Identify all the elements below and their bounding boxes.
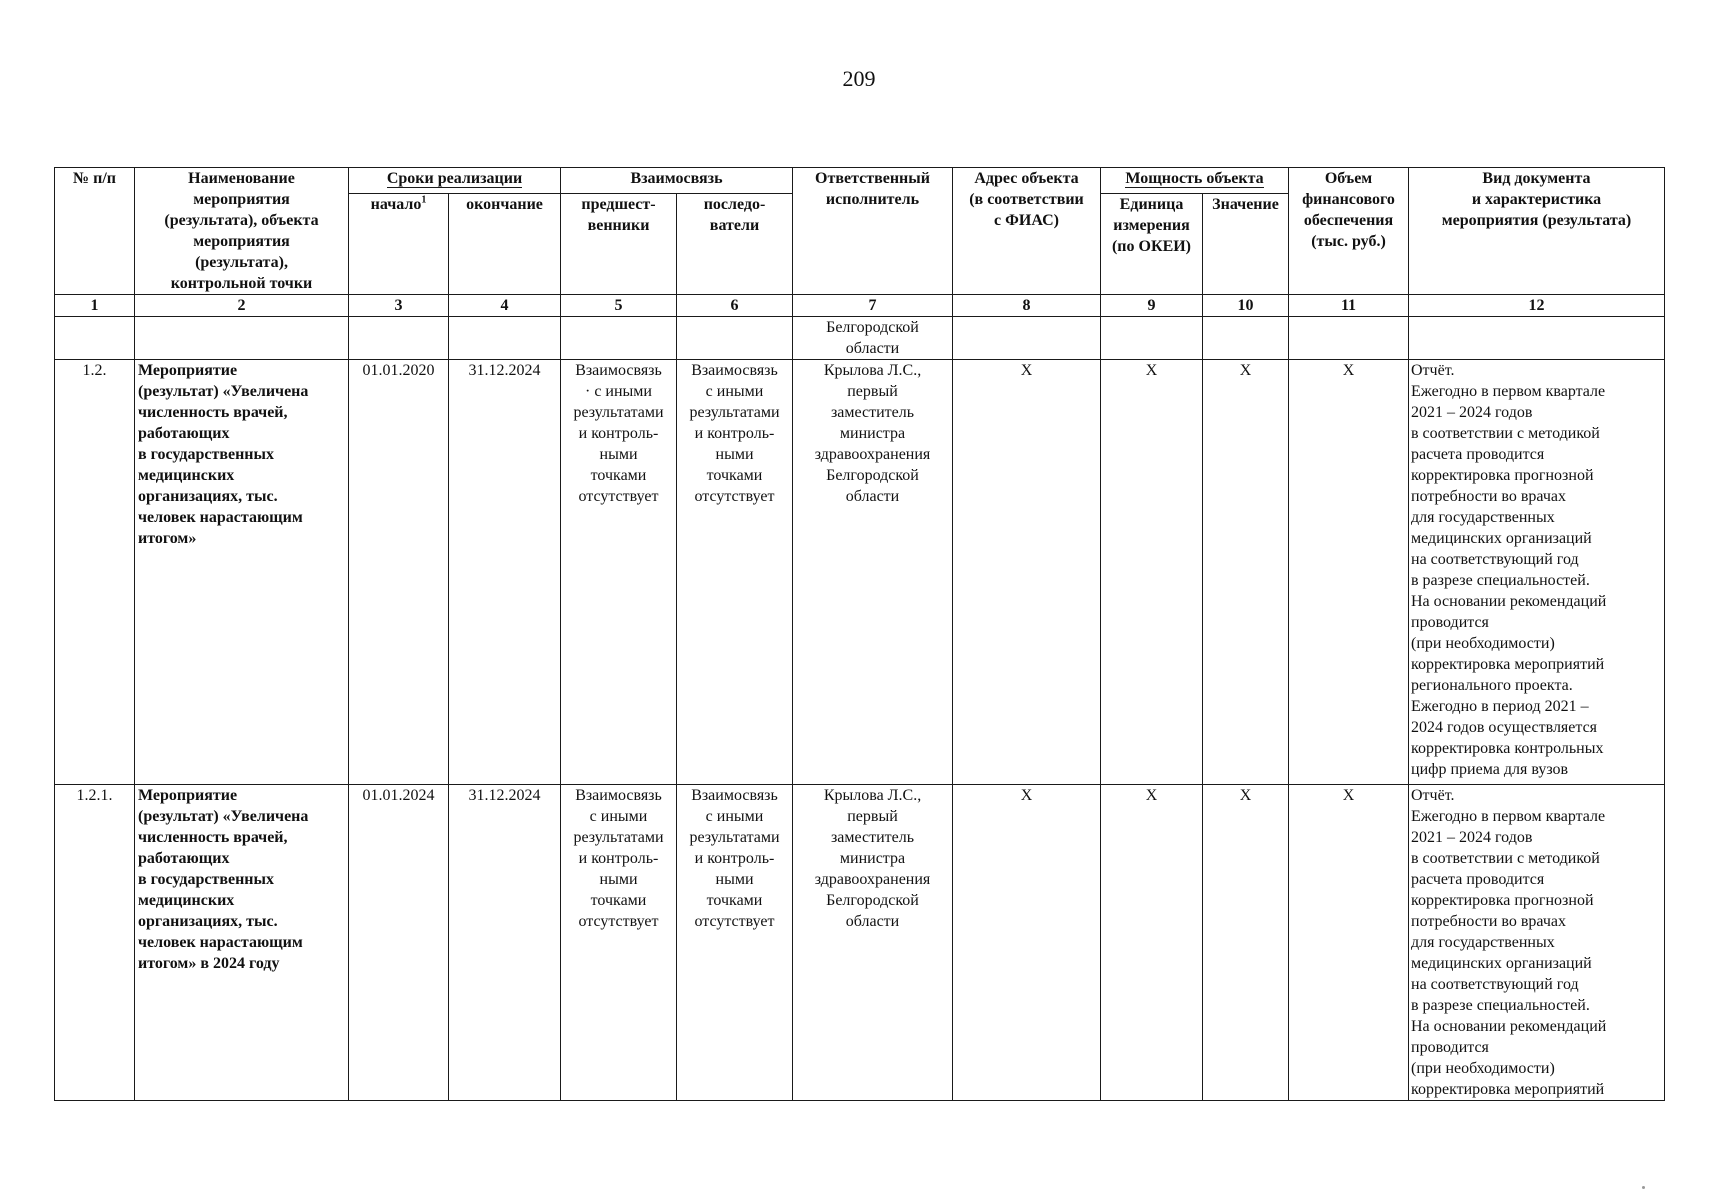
cell-empty <box>1289 317 1409 360</box>
cell-empty <box>349 317 449 360</box>
header-terms <box>349 168 561 194</box>
header-end: окончание <box>449 194 561 295</box>
header-start-footnote: 1 <box>421 194 427 206</box>
header-address: Адрес объекта (в соответствии с ФИАС) <box>953 168 1101 295</box>
column-number: 6 <box>677 295 793 317</box>
cell-start: 01.01.2024 <box>349 785 449 1101</box>
cell-predecessors: Взаимосвязь · с иными результатами и контроль- ными точками отсутствует <box>561 360 677 785</box>
column-number: 9 <box>1101 295 1203 317</box>
column-number: 3 <box>349 295 449 317</box>
header-value: Значение <box>1203 194 1289 295</box>
column-number: 8 <box>953 295 1101 317</box>
cell-empty <box>1409 317 1665 360</box>
cell-empty <box>677 317 793 360</box>
cell-address: X <box>953 785 1101 1101</box>
column-number: 10 <box>1203 295 1289 317</box>
table-row <box>55 360 1665 785</box>
cell-finance: X <box>1289 785 1409 1101</box>
cell-empty <box>1101 317 1203 360</box>
cell-num: 1.2. <box>55 360 135 785</box>
header-relation-label: Взаимосвязь <box>630 170 723 187</box>
column-number: 7 <box>793 295 953 317</box>
cell-successors: Взаимосвязь с иными результатами и контроль- ными точками отсутствует <box>677 360 793 785</box>
cell-responsible: Крылова Л.С., первый заместитель министра здравоохранения Белгородской области <box>793 785 953 1101</box>
column-number: 2 <box>135 295 349 317</box>
cell-unit: X <box>1101 360 1203 785</box>
cell-doc: Отчёт. Ежегодно в первом квартале 2021 – 2024 годов в соответствии с методикой расчета проводится корректировка прогнозной потребности во врачах для государственных медицинских организаций на соответствующий год в разрезе специальностей. На основании рекомендаций проводится (при необходимости) корректировка мероприятий регионального проекта. Ежегодно в период 2021 – 2024 годов осуществляется корректировка контрольных цифр приема для вузов <box>1409 360 1665 785</box>
header-start-label: начало <box>370 196 422 213</box>
table-header <box>55 168 1665 295</box>
cell-empty <box>953 317 1101 360</box>
header-capacity-label: Мощность объекта <box>1125 170 1264 187</box>
header-capacity <box>1101 168 1289 194</box>
header-responsible: Ответственный исполнитель <box>793 168 953 295</box>
cell-name: Мероприятие (результат) «Увеличена численность врачей, работающих в государственных медицинских организациях, тыс. человек нарастающим итогом» <box>135 360 349 785</box>
column-number: 5 <box>561 295 677 317</box>
header-name: Наименование мероприятия (результата), объекта мероприятия (результата), контрольной точки <box>135 168 349 295</box>
cell-value: X <box>1203 360 1289 785</box>
cell-successors: Взаимосвязь с иными результатами и контроль- ными точками отсутствует <box>677 785 793 1101</box>
header-doc: Вид документа и характеристика мероприятия (результата) <box>1409 168 1665 295</box>
cell-responsible: Крылова Л.С., первый заместитель министра здравоохранения Белгородской области <box>793 360 953 785</box>
cell-unit: X <box>1101 785 1203 1101</box>
header-predecessors: предшест- венники <box>561 194 677 295</box>
cell-num: 1.2.1. <box>55 785 135 1101</box>
header-row-1 <box>55 168 1665 194</box>
header-relation <box>561 168 793 194</box>
header-num: № п/п <box>55 168 135 295</box>
header-terms-label: Сроки реализации <box>386 170 523 187</box>
project-plan-table <box>54 167 1665 1101</box>
cell-empty <box>1203 317 1289 360</box>
header-finance: Объем финансового обеспечения (тыс. руб.) <box>1289 168 1409 295</box>
cell-value: X <box>1203 785 1289 1101</box>
cell-empty <box>55 317 135 360</box>
cell-empty <box>449 317 561 360</box>
cell-responsible-continued: Белгородской области <box>793 317 953 360</box>
column-number: 11 <box>1289 295 1409 317</box>
header-successors: последо- ватели <box>677 194 793 295</box>
cell-name: Мероприятие (результат) «Увеличена численность врачей, работающих в государственных медицинских организациях, тыс. человек нарастающим итогом» в 2024 году <box>135 785 349 1101</box>
continuation-row <box>55 317 1665 360</box>
cell-predecessors: Взаимосвязь с иными результатами и контроль- ными точками отсутствует <box>561 785 677 1101</box>
cell-empty <box>135 317 349 360</box>
page-number: 209 <box>842 66 876 91</box>
header-start <box>349 194 449 295</box>
cell-end: 31.12.2024 <box>449 360 561 785</box>
cell-finance: X <box>1289 360 1409 785</box>
table-row <box>55 785 1665 1101</box>
header-unit: Единица измерения (по ОКЕИ) <box>1101 194 1203 295</box>
cell-start: 01.01.2020 <box>349 360 449 785</box>
column-number: 12 <box>1409 295 1665 317</box>
column-number: 1 <box>55 295 135 317</box>
column-number: 4 <box>449 295 561 317</box>
cell-address: X <box>953 360 1101 785</box>
column-number-row <box>55 295 1665 317</box>
scan-speck <box>1642 1186 1645 1189</box>
cell-doc: Отчёт. Ежегодно в первом квартале 2021 – 2024 годов в соответствии с методикой расчета проводится корректировка прогнозной потребности во врачах для государственных медицинских организаций на соответствующий год в разрезе специальностей. На основании рекомендаций проводится (при необходимости) корректировка мероприятий <box>1409 785 1665 1101</box>
cell-end: 31.12.2024 <box>449 785 561 1101</box>
cell-empty <box>561 317 677 360</box>
